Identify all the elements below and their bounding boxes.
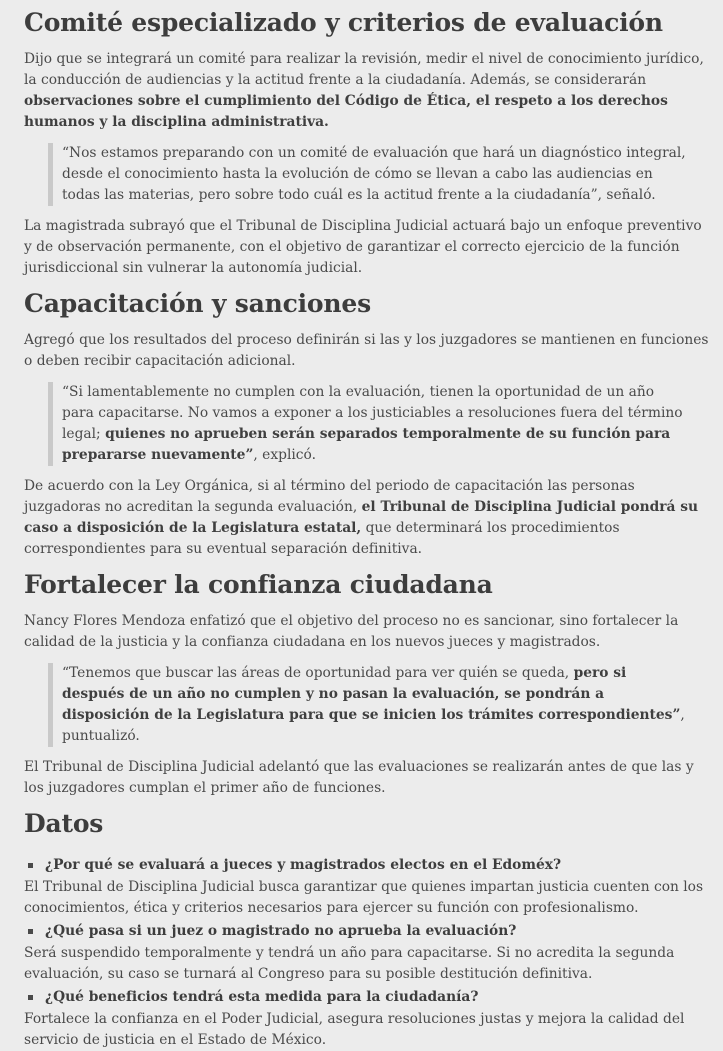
bold-text-run: el Tribunal de Disciplina Judicial pondrá su caso a disposición de la Legislatura estatal, — [24, 499, 699, 536]
text-run: “Tenemos que buscar las áreas de oportunidad para ver quién se queda, — [62, 665, 574, 681]
text-run: Dijo que se integrará un comité para realizar la revisión, medir el nivel de conocimiento jurídico, la conducción de audiencias y la actitud frente a la ciudadanía. Además, se considerarán — [24, 51, 704, 88]
faq-list — [24, 855, 713, 1051]
square-bullet-icon — [28, 929, 33, 934]
bold-text-run: quienes no aprueben serán separados temporalmente de su función para prepararse nuevamente” — [62, 426, 671, 463]
paragraph-resultados: Agregó que los resultados del proceso definirán si las y los juzgadores se mantienen en funciones o deben recibir capacitación adicional. — [24, 332, 709, 369]
square-bullet-icon — [28, 995, 33, 1000]
faq-question-text: ¿Qué pasa si un juez o magistrado no aprueba la evaluación? — [45, 923, 517, 939]
quote-text: “Nos estamos preparando con un comité de evaluación que hará un diagnóstico integral, desde el conocimiento hasta la evolución de cómo se llevan a cabo las audiencias en todas las materias, pero sobre todo cuál es la actitud frente a la ciudadanía”, señaló. — [62, 145, 686, 203]
paragraph-plazo: El Tribunal de Disciplina Judicial adelantó que las evaluaciones se realizarán antes de que las y los juzgadores cumplan el primer año de funciones. — [24, 759, 694, 796]
faq-question-text: ¿Qué beneficios tendrá esta medida para la ciudadanía? — [45, 989, 479, 1005]
section-heading-confianza: Fortalecer la confianza ciudadana — [24, 570, 493, 599]
text-run: “Si lamentablemente no cumplen con la evaluación, tienen la oportunidad de un año para capacitarse. No vamos a exponer a los justiciables a resoluciones fuera del término legal; — [62, 384, 683, 442]
section-heading-capacitacion: Capacitación y sanciones — [24, 289, 371, 318]
faq-question — [24, 921, 713, 942]
text-run: De acuerdo con la Ley Orgánica, si al término del periodo de capacitación las personas juzgadoras no acreditan la segunda evaluación, — [24, 478, 635, 515]
article — [24, 8, 713, 1051]
faq-question — [24, 987, 713, 1008]
square-bullet-icon — [28, 863, 33, 868]
section-heading-datos: Datos — [24, 809, 104, 838]
faq-answer: El Tribunal de Disciplina Judicial busca garantizar que quienes impartan justicia cuenten con los conocimientos, ética y criterios necesarios para ejercer su función con profesionalismo. — [24, 879, 704, 916]
bold-text-run: observaciones sobre el cumplimiento del Código de Ética, el respeto a los derechos humanos y la disciplina administrativa. — [24, 93, 668, 130]
text-run: , puntualizó. — [62, 707, 685, 744]
quote-block-3 — [48, 663, 713, 747]
page-title: Comité especializado y criterios de evaluación — [24, 8, 663, 37]
paragraph-intro — [24, 49, 713, 133]
faq-answer: Será suspendido temporalmente y tendrá un año para capacitarse. Si no acredita la segunda evaluación, su caso se turnará al Congreso para su posible destitución definitiva. — [24, 945, 675, 982]
paragraph-ley-organica — [24, 476, 713, 560]
quote-block-1 — [48, 143, 713, 206]
faq-answer: Fortalece la confianza en el Poder Judicial, asegura resoluciones justas y mejora la calidad del servicio de justicia en el Estado de México. — [24, 1011, 685, 1048]
text-run: , explicó. — [253, 447, 316, 463]
quote-block-2 — [48, 382, 713, 466]
bold-text-run: pero si después de un año no cumplen y no pasan la evaluación, se pondrán a disposición de la Legislatura para que se inicien los trámites correspondientes” — [62, 665, 681, 723]
text-run: que determinará los procedimientos correspondientes para su eventual separación definitiva. — [24, 520, 620, 557]
faq-question — [24, 855, 713, 876]
faq-question-text: ¿Por qué se evaluará a jueces y magistrados electos en el Edoméx? — [45, 857, 562, 873]
paragraph-objetivo: Nancy Flores Mendoza enfatizó que el objetivo del proceso no es sancionar, sino fortalecer la calidad de la justicia y la confianza ciudadana en los nuevos jueces y magistrados. — [24, 613, 679, 650]
paragraph-enfoque: La magistrada subrayó que el Tribunal de Disciplina Judicial actuará bajo un enfoque preventivo y de observación permanente, con el objetivo de garantizar el correcto ejercicio de la función jurisdiccional sin vulnerar la autonomía judicial. — [24, 218, 702, 276]
